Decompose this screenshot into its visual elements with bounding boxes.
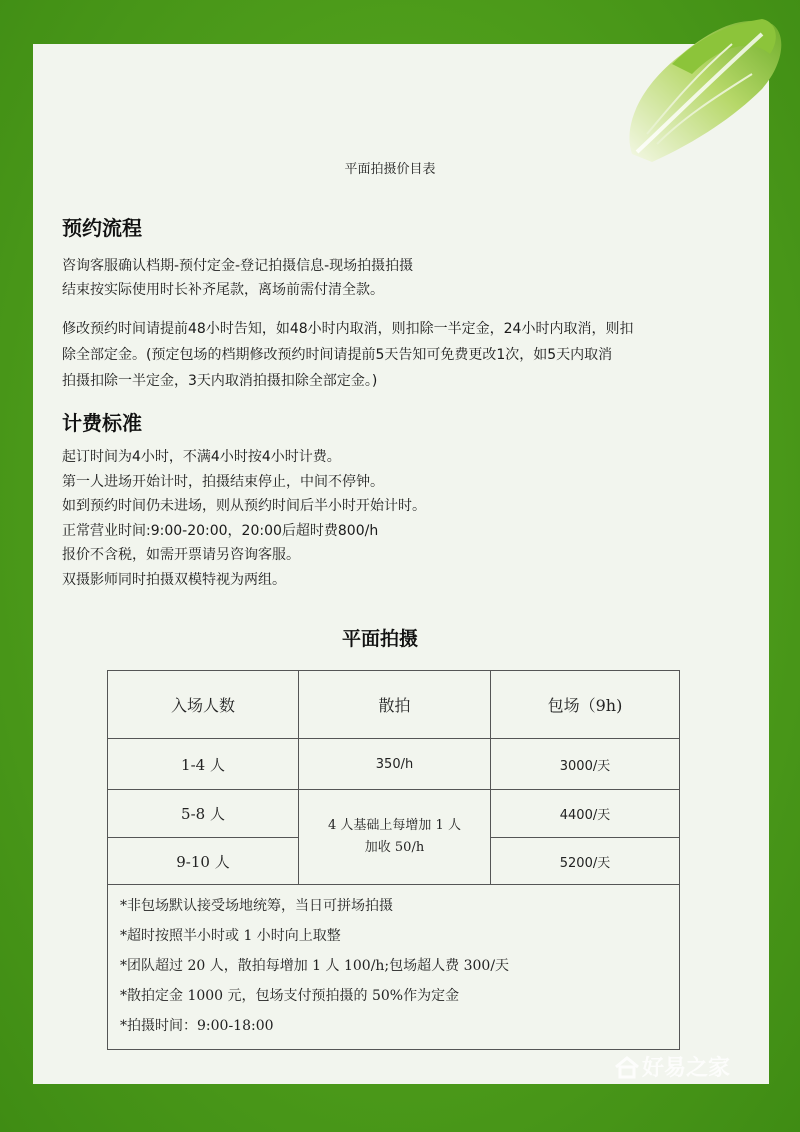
text-line: 除全部定金。(预定包场的档期修改预约时间请提前5天告知可免费更改1次，如5天内取消	[62, 347, 613, 363]
cabbage-icon	[612, 4, 790, 169]
note-line: *拍摄时间：9:00-18:00	[120, 1018, 274, 1034]
text-line: 正常营业时间:9:00-20:00，20:00后超时费800/h	[62, 522, 379, 539]
extra-fee-line: 加收 50/h	[364, 840, 425, 855]
document-title: 平面拍摄价目表	[344, 162, 436, 177]
text-line: 起订时间为4小时，不满4小时按4小时计费。	[62, 449, 341, 465]
row-full-price: 5200/天	[491, 838, 680, 885]
booking-process	[62, 254, 762, 302]
text-line: 拍摄扣除一半定金，3天内取消拍摄扣除全部定金。)	[62, 373, 378, 389]
table-header-row	[108, 671, 680, 739]
table-title: 平面拍摄	[341, 628, 418, 650]
text-line: 咨询客服确认档期-预付定金-登记拍摄信息-现场拍摄拍摄	[62, 258, 414, 274]
booking-heading: 预约流程	[62, 216, 142, 240]
row-full-price: 3000/天	[491, 739, 680, 790]
text-line: 如到预约时间仍未进场，则从预约时间后半小时开始计时。	[62, 498, 426, 514]
table-row	[108, 739, 680, 790]
notes-row	[108, 885, 680, 1050]
row-scatter-price: 350/h	[299, 739, 491, 790]
note-line: *团队超过 20 人，散拍每增加 1 人 100/h;包场超人费 300/天	[120, 958, 510, 974]
row-count: 5-8 人	[108, 790, 299, 838]
house-icon	[614, 1055, 640, 1079]
extra-person-fee	[299, 790, 491, 885]
text-line: 双摄影师同时拍摄双模特视为两组。	[62, 571, 286, 588]
row-full-price: 4400/天	[491, 790, 680, 838]
text-line: 报价不含税，如需开票请另咨询客服。	[62, 547, 300, 563]
table-row	[108, 790, 680, 838]
text-line: 第一人进场开始计时，拍摄结束停止，中间不停钟。	[62, 473, 384, 490]
watermark-text: 好易之家	[642, 1056, 731, 1081]
note-line: *非包场默认接受场地统筹，当日可拼场拍摄	[120, 898, 393, 914]
header-count: 入场人数	[108, 671, 299, 739]
text-line: 修改预约时间请提前48小时告知，如48小时内取消，则扣除一半定金，24小时内取消，则扣	[62, 321, 634, 337]
row-count: 1-4 人	[108, 739, 299, 790]
table-notes	[108, 885, 680, 1050]
row-count: 9-10 人	[108, 838, 299, 885]
note-line: *超时按照半小时或 1 小时向上取整	[120, 928, 341, 944]
header-scatter: 散拍	[299, 671, 491, 739]
extra-fee-line: 4 人基础上每增加 1 人	[328, 818, 461, 833]
site-watermark	[614, 1051, 730, 1082]
header-full: 包场（9h)	[491, 671, 680, 739]
note-line: *散拍定金 1000 元，包场支付预拍摄的 50%作为定金	[120, 988, 460, 1004]
billing-heading: 计费标准	[62, 411, 142, 435]
booking-policy	[62, 316, 762, 394]
billing-rules	[62, 445, 762, 592]
price-table	[107, 670, 680, 1050]
text-line: 结束按实际使用时长补齐尾款，离场前需付清全款。	[62, 282, 384, 298]
